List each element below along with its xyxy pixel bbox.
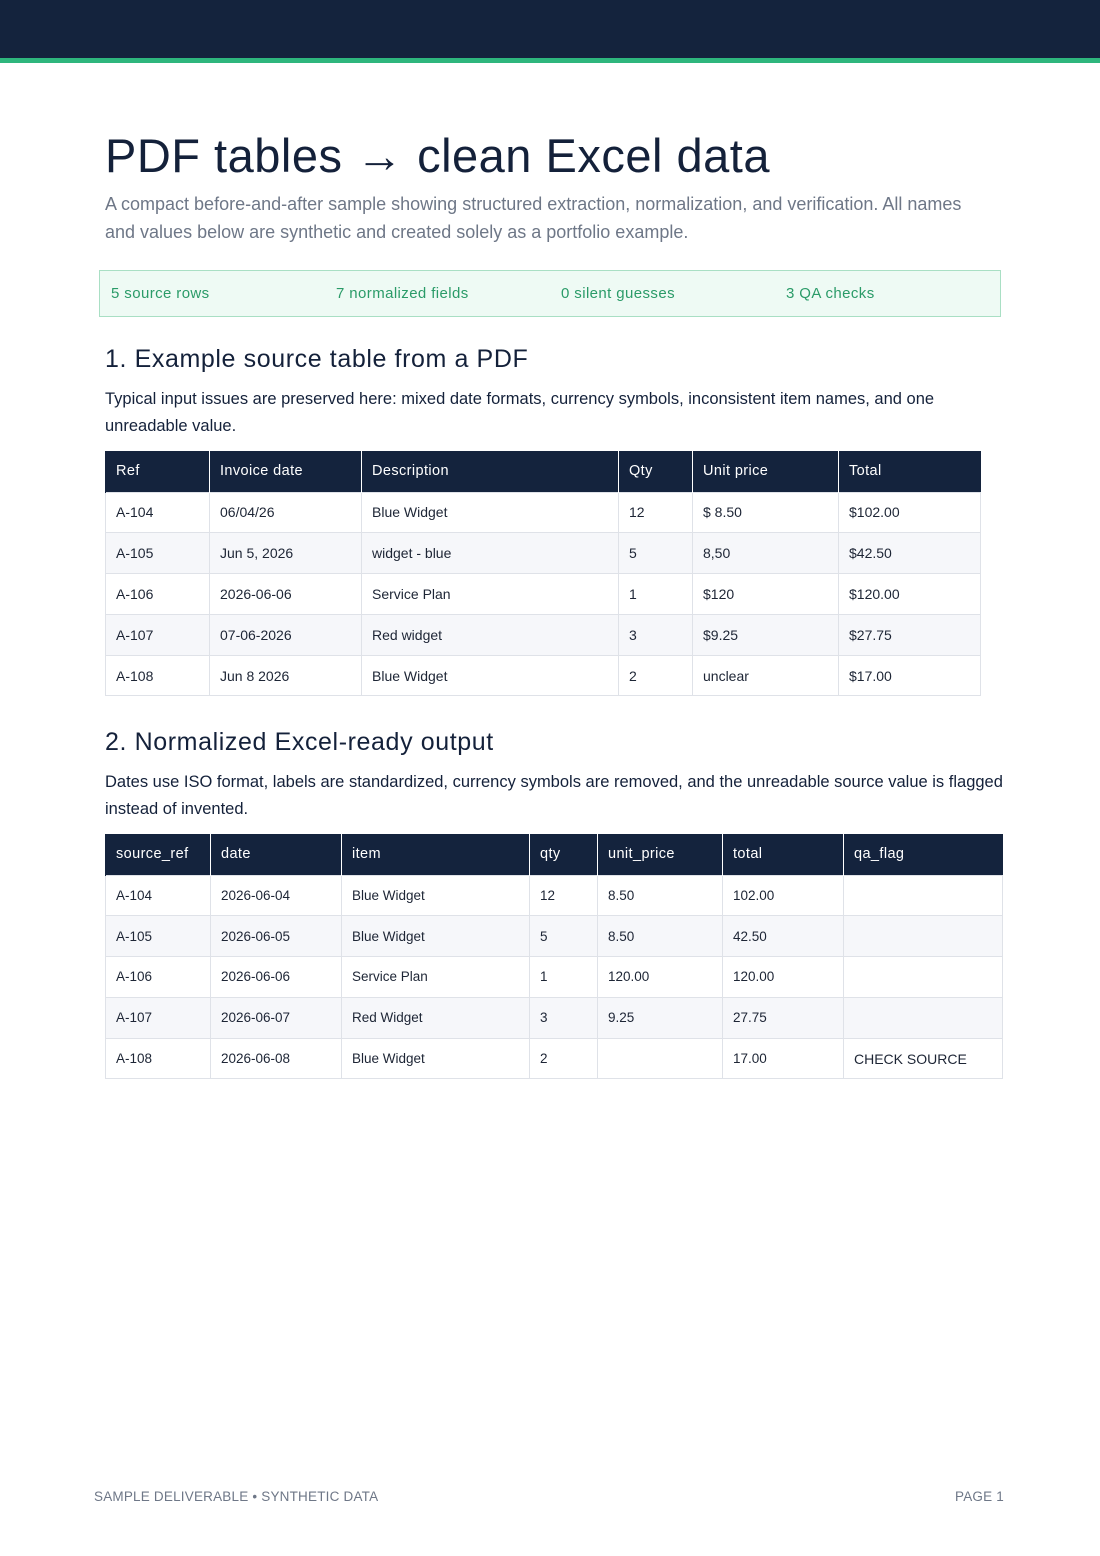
col-header: Invoice date	[210, 451, 362, 492]
table-cell: 8,50	[693, 533, 839, 574]
source-table	[105, 451, 981, 696]
qa-flag-cell	[844, 957, 1003, 998]
table-cell: 2026-06-06	[211, 957, 342, 998]
table-cell: 5	[530, 916, 598, 957]
table-cell: $120	[693, 574, 839, 615]
col-header: Ref	[106, 451, 210, 492]
table-row	[106, 492, 981, 533]
table-cell: 102.00	[723, 875, 844, 916]
table-cell: $42.50	[839, 533, 981, 574]
page-title: PDF tables → clean Excel data	[105, 129, 770, 182]
col-header: total	[723, 834, 844, 875]
table-cell: 2026-06-06	[210, 574, 362, 615]
table-cell: Blue Widget	[342, 1038, 530, 1079]
table-cell: A-108	[106, 1038, 211, 1079]
table-cell: A-104	[106, 875, 211, 916]
table-row	[106, 916, 1003, 957]
section-1-heading: 1. Example source table from a PDF	[105, 345, 529, 373]
section-2-heading: 2. Normalized Excel-ready output	[105, 728, 494, 756]
source-table-header	[106, 451, 981, 492]
table-cell: A-108	[106, 655, 210, 696]
table-cell: 2026-06-05	[211, 916, 342, 957]
page-number: PAGE 1	[955, 1489, 1004, 1504]
col-header: Qty	[619, 451, 693, 492]
stats-bar	[99, 270, 1001, 317]
table-cell: 120.00	[598, 957, 723, 998]
table-cell: Blue Widget	[362, 655, 619, 696]
table-cell: 12	[530, 875, 598, 916]
table-row	[106, 957, 1003, 998]
table-cell: 2026-06-07	[211, 997, 342, 1038]
table-cell: Red widget	[362, 614, 619, 655]
table-cell: Jun 5, 2026	[210, 533, 362, 574]
table-cell: A-106	[106, 574, 210, 615]
top-banner	[0, 0, 1100, 58]
qa-flag-cell	[844, 916, 1003, 957]
qa-flag-cell: CHECK SOURCE	[844, 1038, 1003, 1079]
table-cell: A-105	[106, 916, 211, 957]
table-row	[106, 655, 981, 696]
table-row	[106, 875, 1003, 916]
table-cell: A-104	[106, 492, 210, 533]
table-cell: 5	[619, 533, 693, 574]
col-header: Total	[839, 451, 981, 492]
table-cell: 120.00	[723, 957, 844, 998]
col-header: Description	[362, 451, 619, 492]
table-cell: 1	[619, 574, 693, 615]
stat-normalized-fields: 7 normalized fields	[336, 285, 469, 302]
table-cell: Blue Widget	[342, 875, 530, 916]
table-cell: 27.75	[723, 997, 844, 1038]
table-cell: $17.00	[839, 655, 981, 696]
table-cell: Service Plan	[362, 574, 619, 615]
normalized-table	[105, 834, 1003, 1079]
table-cell: unclear	[693, 655, 839, 696]
col-header: Unit price	[693, 451, 839, 492]
table-cell: 8.50	[598, 916, 723, 957]
table-cell: Service Plan	[342, 957, 530, 998]
col-header: source_ref	[106, 834, 211, 875]
col-header: qty	[530, 834, 598, 875]
table-cell: 06/04/26	[210, 492, 362, 533]
qa-flag-cell	[844, 997, 1003, 1038]
table-cell: $120.00	[839, 574, 981, 615]
col-header: item	[342, 834, 530, 875]
col-header: qa_flag	[844, 834, 1003, 875]
table-cell: 3	[530, 997, 598, 1038]
table-cell: 9.25	[598, 997, 723, 1038]
table-cell: 12	[619, 492, 693, 533]
footer-left-label: SAMPLE DELIVERABLE • SYNTHETIC DATA	[94, 1489, 379, 1504]
table-cell: A-105	[106, 533, 210, 574]
table-cell: 07-06-2026	[210, 614, 362, 655]
table-cell: $9.25	[693, 614, 839, 655]
stat-qa-checks: 3 QA checks	[786, 285, 875, 302]
table-cell: 2	[530, 1038, 598, 1079]
normalized-table-header	[106, 834, 1003, 875]
table-cell: 8.50	[598, 875, 723, 916]
table-cell: $102.00	[839, 492, 981, 533]
table-cell: Red Widget	[342, 997, 530, 1038]
section-2-text: Dates use ISO format, labels are standardized, currency symbols are removed, and the unreadable source value is flagged instead of invented.	[105, 773, 1003, 818]
top-accent-stripe	[0, 58, 1100, 63]
table-cell: widget - blue	[362, 533, 619, 574]
table-cell: Blue Widget	[342, 916, 530, 957]
stat-source-rows: 5 source rows	[111, 285, 210, 302]
col-header: date	[211, 834, 342, 875]
stat-silent-guesses: 0 silent guesses	[561, 285, 675, 302]
table-cell: $27.75	[839, 614, 981, 655]
table-cell: A-107	[106, 614, 210, 655]
table-row	[106, 1038, 1003, 1079]
table-row	[106, 997, 1003, 1038]
table-cell: A-107	[106, 997, 211, 1038]
table-row	[106, 574, 981, 615]
section-1-text: Typical input issues are preserved here: mixed date formats, currency symbols, inconsistent item names, and one unreadable value.	[105, 390, 935, 435]
table-cell: 1	[530, 957, 598, 998]
table-cell: $ 8.50	[693, 492, 839, 533]
table-cell: Jun 8 2026	[210, 655, 362, 696]
col-header: unit_price	[598, 834, 723, 875]
table-cell: 42.50	[723, 916, 844, 957]
page-subtitle: A compact before-and-after sample showing structured extraction, normalization, and verification. All names and values below are synthetic and created solely as a portfolio example.	[105, 194, 962, 242]
table-cell: 2026-06-08	[211, 1038, 342, 1079]
table-cell: Blue Widget	[362, 492, 619, 533]
table-cell: A-106	[106, 957, 211, 998]
table-cell: 17.00	[723, 1038, 844, 1079]
table-cell: 3	[619, 614, 693, 655]
table-cell: 2	[619, 655, 693, 696]
qa-flag-cell	[844, 875, 1003, 916]
table-row	[106, 533, 981, 574]
table-cell	[598, 1038, 723, 1079]
table-row	[106, 614, 981, 655]
table-cell: 2026-06-04	[211, 875, 342, 916]
